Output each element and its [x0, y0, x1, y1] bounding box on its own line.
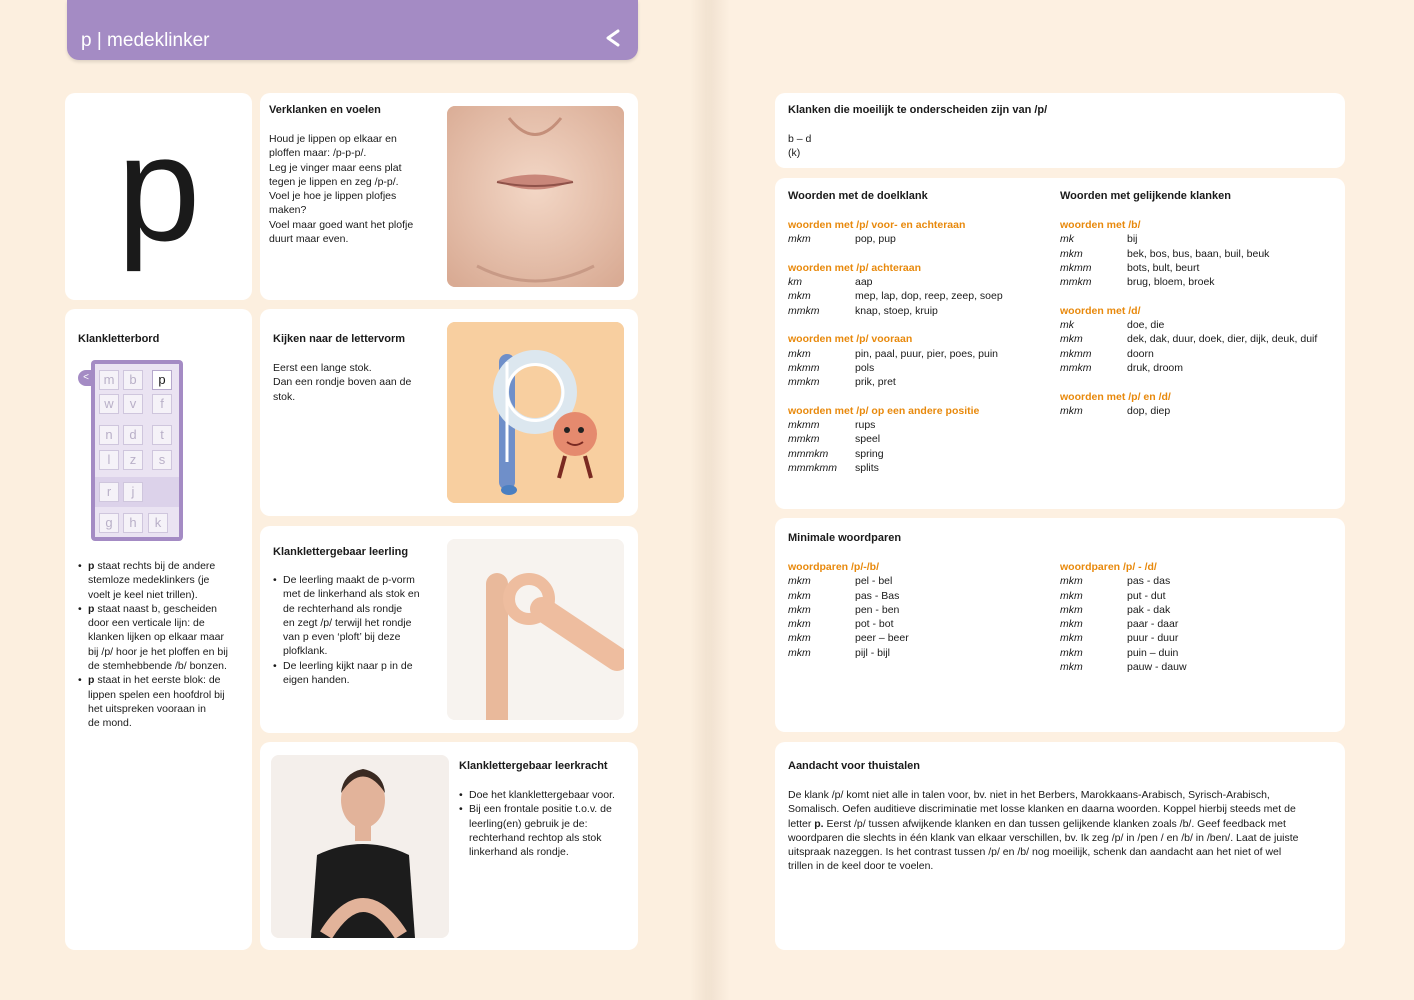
verklanken-title: Verklanken en voelen — [269, 104, 381, 116]
pattern: mkm — [1060, 603, 1083, 616]
group-heading: woordparen /p/-/b/ — [788, 561, 879, 573]
letter-tile-g[interactable]: g — [99, 513, 119, 533]
woorden-card — [775, 178, 1345, 509]
list-item — [1060, 603, 1320, 617]
pattern: mmkm — [1060, 276, 1092, 289]
list-item — [1060, 261, 1340, 275]
moeilijk-text: b – d (k) — [788, 133, 812, 160]
list-item — [788, 361, 1048, 375]
list-item — [1060, 247, 1340, 261]
verklanken-card — [260, 93, 638, 300]
doelklank-list — [788, 218, 1048, 475]
list-item — [1060, 347, 1340, 361]
pattern: mkm — [788, 618, 811, 631]
lettervorm-title: Kijken naar de lettervorm — [273, 333, 406, 345]
pattern: mkmm — [788, 419, 820, 432]
pattern: mkm — [1060, 247, 1083, 260]
words: doorn — [1127, 347, 1154, 360]
chevron-left-icon[interactable] — [602, 27, 624, 49]
letter-tile-k[interactable]: k — [148, 513, 168, 533]
letter-tile-m[interactable]: m — [99, 370, 119, 390]
list-item — [1060, 404, 1340, 418]
page-gutter — [690, 0, 730, 1000]
words: pas - das — [1127, 575, 1171, 588]
klankletterbord-title: Klankletterbord — [78, 333, 160, 345]
list-item — [788, 603, 1048, 617]
letter-tile-v[interactable]: v — [123, 394, 143, 414]
list-item — [788, 304, 1048, 318]
list-item — [788, 432, 1048, 446]
list-item — [1060, 617, 1320, 631]
list-item — [1060, 660, 1320, 674]
pattern: mmkm — [788, 376, 820, 389]
gebaar-leerling-title: Klanklettergebaar leerling — [273, 546, 409, 558]
group-heading: woorden met /p/ achteraan — [788, 261, 922, 274]
words: brug, bloem, broek — [1127, 276, 1215, 289]
list-item — [1060, 332, 1340, 346]
minimaal-left-list — [788, 560, 1048, 660]
group-heading: woorden met /b/ — [1060, 219, 1141, 231]
words: pel - bel — [855, 575, 893, 588]
pattern: mk — [1060, 233, 1074, 246]
list-item — [788, 574, 1048, 588]
pattern: mkm — [788, 347, 811, 360]
letter-tile-s[interactable]: s — [152, 450, 172, 470]
list-item — [788, 617, 1048, 631]
group-heading: woorden met /p/ voor- en achteraan — [788, 219, 966, 231]
page-header — [67, 0, 638, 60]
words: druk, droom — [1127, 361, 1184, 374]
pattern: mkm — [788, 632, 811, 645]
words: mep, lap, dop, reep, zeep, soep — [855, 290, 1003, 303]
words: dek, dak, duur, doek, dier, dijk, deuk, duif — [1127, 333, 1318, 346]
list-item — [788, 232, 1048, 246]
minimaal-right-list — [1060, 560, 1320, 674]
list-item — [788, 631, 1048, 645]
group-heading: woorden met /d/ — [1060, 304, 1141, 317]
minimaal-card — [775, 518, 1345, 732]
words: pols — [855, 361, 875, 374]
lettervorm-card — [260, 309, 638, 516]
words: dop, diep — [1127, 404, 1171, 417]
list-item — [1060, 275, 1340, 289]
pattern: mmmkm — [788, 447, 829, 460]
hands-photo — [447, 539, 624, 720]
pattern: mkm — [1060, 632, 1083, 645]
letter-tile-w[interactable]: w — [99, 394, 119, 414]
list-item — [788, 447, 1048, 461]
words: bek, bos, bus, baan, buil, beuk — [1127, 247, 1270, 260]
list-item — [1060, 574, 1320, 588]
pattern: mkm — [788, 603, 811, 616]
list-item: • p staat rechts bij de andere stemloze medeklinkers (je voelt je keel niet trillen). — [78, 559, 248, 602]
pattern: mkm — [1060, 589, 1083, 602]
chevron-left-icon[interactable]: < — [78, 370, 94, 386]
pattern: mkm — [1060, 575, 1083, 588]
words: paar - daar — [1127, 618, 1179, 631]
letter-character-illustration — [447, 322, 624, 503]
pattern: mmmkmm — [788, 462, 837, 475]
thuistalen-card — [775, 742, 1345, 950]
list-item: • Bij een frontale positie t.o.v. de leerling(en) gebruik je de: rechterhand rechtop als stok linkerhand als rondje. — [459, 802, 629, 859]
letter-tile-d[interactable]: d — [123, 425, 143, 445]
letter-tile-n[interactable]: n — [99, 425, 119, 445]
pattern: mkm — [1060, 646, 1083, 659]
big-letter: p — [117, 104, 201, 272]
words: pak - dak — [1127, 603, 1171, 616]
gebaar-leerkracht-bullets — [459, 788, 629, 859]
list-item — [788, 461, 1048, 475]
pattern: mkm — [788, 646, 811, 659]
list-item — [1060, 318, 1340, 332]
list-item — [1060, 589, 1320, 603]
words: puur - duur — [1127, 632, 1179, 645]
thuistalen-text: De klank /p/ komt niet alle in talen voor, bv. niet in het Berbers, Marokkaans-Arabisch, Syrisch-Arabisch, Somalisch. Oefen auditieve discriminatie met losse klanken en daarna woorden. Koppel hierbij steeds met de letter p. Eerst /p/ tussen afwijkende klanken en dan tussen gelijkende klanken zoals /b/. Geef feedback met woordparen die slechts in één klank van elkaar verschillen, bv. Ik zeg /p/ in /pen / en /b/ in /ben/. Laat de juiste uitspraak nazeggen. Is het contrast tussen /p/ en /b/ nog moeilijk, schenk dan aandacht aan het niet of wel trillen in de keel door te voelen. — [788, 789, 1299, 873]
words: rups — [855, 419, 876, 432]
words: spring — [855, 447, 884, 460]
group-heading: woorden met /p/ op een andere positie — [788, 404, 980, 417]
words: puin – duin — [1127, 646, 1179, 659]
page-title: p | medeklinker — [81, 30, 210, 51]
list-item — [788, 418, 1048, 432]
list-item — [1060, 646, 1320, 660]
words: pas - Bas — [855, 589, 900, 602]
doelklank-title: Woorden met de doelklank — [788, 190, 928, 202]
pattern: mkm — [788, 589, 811, 602]
list-item: • De leerling maakt de p-vorm met de linkerhand als stok en de rechterhand als rondje en zegt /p/ terwijl het rondje van p even ‘ploft’ bij deze plofklank. — [273, 573, 443, 659]
letter-tile-h[interactable]: h — [123, 513, 143, 533]
letter-tile-l[interactable]: l — [99, 450, 119, 470]
list-item — [788, 646, 1048, 660]
words: knap, stoep, kruip — [855, 304, 938, 317]
list-item — [788, 589, 1048, 603]
letter-tile-b[interactable]: b — [123, 370, 143, 390]
words: splits — [855, 462, 879, 475]
pattern: km — [788, 276, 802, 289]
letter-tile-f[interactable]: f — [152, 394, 172, 414]
pattern: mkm — [1060, 661, 1083, 674]
list-item — [1060, 232, 1340, 246]
letter-card — [65, 93, 252, 300]
letter-tile-t[interactable]: t — [152, 425, 172, 445]
letter-tile-p[interactable]: p — [152, 370, 172, 390]
pattern: mkmm — [1060, 347, 1092, 360]
group-heading: woorden met /p/ en /d/ — [1060, 390, 1171, 403]
gebaar-leerling-card — [260, 526, 638, 733]
words: speel — [855, 433, 881, 446]
letter-tile-z[interactable]: z — [123, 450, 143, 470]
pattern: mmkm — [1060, 361, 1092, 374]
words: pijl - bijl — [855, 646, 891, 659]
pattern: mkm — [788, 233, 811, 246]
pattern: mk — [1060, 319, 1074, 332]
moeilijk-title: Klanken die moeilijk te onderscheiden zijn van /p/ — [788, 104, 1048, 116]
pattern: mkmm — [1060, 261, 1092, 274]
list-item — [1060, 631, 1320, 645]
minimaal-title: Minimale woordparen — [788, 532, 902, 544]
pattern: mmkm — [788, 304, 820, 317]
list-item: • p staat in het eerste blok: de lippen spelen een hoofdrol bij het uitspreken vooraan in de mond. — [78, 673, 248, 730]
letter-tile-j[interactable]: j — [123, 482, 143, 502]
words: prik, pret — [855, 376, 896, 389]
pattern: mkm — [788, 290, 811, 303]
gelijkend-list — [1060, 218, 1340, 418]
thuistalen-title: Aandacht voor thuistalen — [788, 760, 921, 772]
group-heading: woorden met /p/ vooraan — [788, 333, 913, 346]
pattern: mkmm — [788, 361, 820, 374]
letter-tile-r[interactable]: r — [99, 482, 119, 502]
words: aap — [855, 276, 873, 289]
pattern: mmkm — [788, 433, 820, 446]
verklanken-text: Houd je lippen op elkaar en ploffen maar: /p-p-p/. Leg je vinger maar eens plat tegen je lippen en zeg /p-p/. Voel je hoe je lippen plofjes maken? Voel maar goed want het plofje duurt maar even. — [269, 133, 414, 246]
list-item — [788, 347, 1048, 361]
words: doe, die — [1127, 319, 1165, 332]
pattern: mkm — [1060, 404, 1083, 417]
pattern: mkm — [1060, 333, 1083, 346]
words: pin, paal, puur, pier, poes, puin — [855, 347, 999, 360]
list-item — [788, 375, 1048, 389]
words: bij — [1127, 233, 1138, 246]
words: pauw - dauw — [1127, 661, 1187, 674]
words: peer – beer — [855, 632, 909, 645]
words: bots, bult, beurt — [1127, 261, 1200, 274]
words: pot - bot — [855, 618, 894, 631]
list-item — [788, 275, 1048, 289]
mouth-photo — [447, 106, 624, 287]
list-item — [1060, 361, 1340, 375]
words: pop, pup — [855, 233, 896, 246]
gebaar-leerkracht-title: Klanklettergebaar leerkracht — [459, 760, 608, 772]
teacher-photo — [271, 755, 449, 938]
words: put - dut — [1127, 589, 1166, 602]
moeilijk-card — [775, 93, 1345, 168]
klankletterbord-bullets — [78, 559, 248, 731]
list-item: • Doe het klanklettergebaar voor. — [459, 788, 629, 802]
pattern: mkm — [788, 575, 811, 588]
list-item: • De leerling kijkt naar p in de eigen handen. — [273, 659, 443, 688]
pattern: mkm — [1060, 618, 1083, 631]
gelijkend-title: Woorden met gelijkende klanken — [1060, 190, 1231, 202]
lettervorm-text: Eerst een lange stok. Dan een rondje boven aan de stok. — [273, 362, 412, 403]
gebaar-leerkracht-card — [260, 742, 638, 950]
words: pen - ben — [855, 603, 900, 616]
group-heading: woordparen /p/ - /d/ — [1060, 561, 1157, 573]
list-item: • p staat naast b, gescheiden door een verticale lijn: de klanken lijken op elkaar maar bij /p/ hoor je het ploffen en bij de stemhebbende /b/ bonzen. — [78, 602, 248, 673]
gebaar-leerling-bullets — [273, 573, 443, 687]
list-item — [788, 289, 1048, 303]
